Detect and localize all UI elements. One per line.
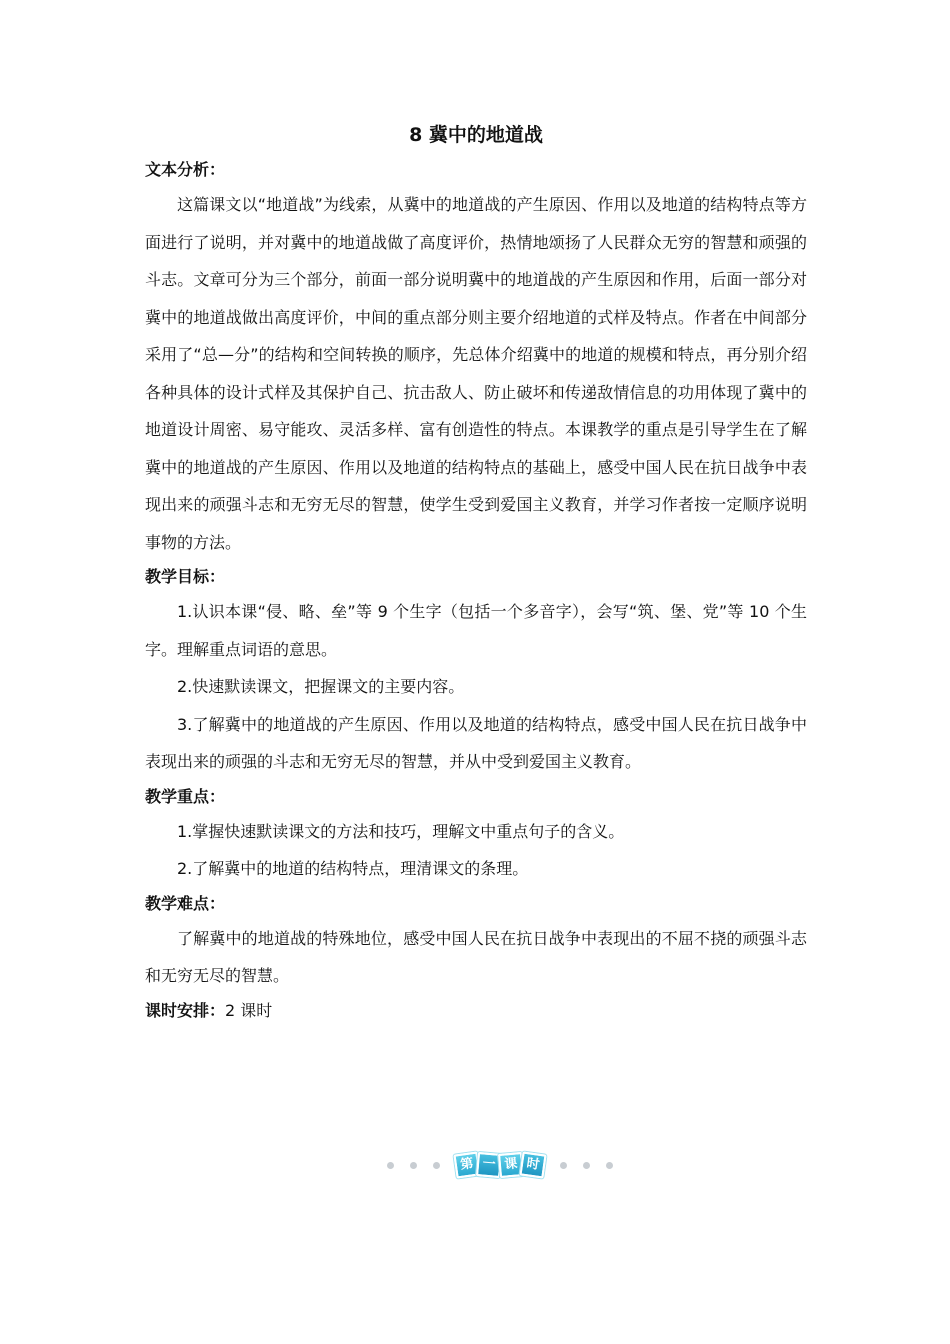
analysis-paragraph: 这篇课文以“地道战”为线索，从冀中的地道战的产生原因、作用以及地道的结构特点等方面进行了说明，并对冀中的地道战做了高度评价，热情地颂扬了人民群众无穷的智慧和顽强的斗志。文章可分为三个部分，前面一部分说明冀中的地道战的产生原因和作用，后面一部分对冀中的地道战做出高度评价，中间的重点部分则主要介绍地道的式样及特点。作者在中间部分采用了“总—分”的结构和空间转换的顺序，先总体介绍冀中的地道的规模和特点，再分别介绍各种具体的设计式样及其保护自己、抗击敌人、防止破坏和传递敌情信息的功用体现了冀中的地道设计周密、易守能攻、灵活多样、富有创造性的特点。本课教学的重点是引导学生在了解冀中的地道战的产生原因、作用以及地道的结构特点的基础上，感受中国人民在抗日战争中表现出来的顽强斗志和无穷无尽的智慧，使学生受到爱国主义教育，并学习作者按一定顺序说明事物的方法。 bbox=[145, 195, 807, 552]
section-key-points bbox=[145, 781, 807, 888]
divider-dot bbox=[606, 1162, 613, 1169]
lesson-badge bbox=[456, 1153, 544, 1177]
section-difficulties bbox=[145, 888, 807, 995]
goals-heading: 教学目标： bbox=[145, 567, 226, 586]
divider-dot bbox=[387, 1162, 394, 1169]
schedule-line bbox=[145, 995, 807, 1027]
document-page bbox=[145, 118, 807, 1027]
goal-item: 2.快速默读课文，把握课文的主要内容。 bbox=[177, 677, 465, 696]
key-point-item: 1.掌握快速默读课文的方法和技巧，理解文中重点句子的含义。 bbox=[177, 821, 625, 841]
goal-item: 3.了解冀中的地道战的产生原因、作用以及地道的结构特点，感受中国人民在抗日战争中表现出来的顽强的斗志和无穷无尽的智慧，并从中受到爱国主义教育。 bbox=[145, 714, 807, 771]
lesson-badge-char: 时 bbox=[519, 1151, 546, 1178]
section-goals bbox=[145, 561, 807, 781]
lesson-badge-char: 一 bbox=[476, 1152, 502, 1178]
divider-dot bbox=[433, 1162, 440, 1169]
section-analysis bbox=[145, 154, 807, 561]
lesson-badge-char: 第 bbox=[453, 1151, 480, 1178]
page-title: 8 冀中的地道战 bbox=[409, 124, 543, 146]
schedule-value: 2 课时 bbox=[225, 1000, 273, 1020]
lesson-divider bbox=[370, 1150, 630, 1180]
difficulties-paragraph: 了解冀中的地道战的特殊地位，感受中国人民在抗日战争中表现出的不屈不挠的顽强斗志和无穷无尽的智慧。 bbox=[145, 928, 807, 985]
lesson-badge-char: 课 bbox=[498, 1152, 524, 1178]
divider-dot bbox=[410, 1162, 417, 1169]
divider-dot bbox=[560, 1162, 567, 1169]
key-points-heading: 教学重点： bbox=[145, 786, 226, 806]
analysis-heading: 文本分析： bbox=[145, 160, 226, 179]
divider-dot bbox=[583, 1162, 590, 1169]
goal-item: 1.认识本课“侵、略、垒”等 9 个生字（包括一个多音字），会写“筑、堡、党”等 10 个生字。理解重点词语的意思。 bbox=[145, 602, 807, 659]
difficulties-heading: 教学难点： bbox=[145, 893, 226, 913]
schedule-heading: 课时安排： bbox=[145, 1000, 226, 1020]
section-schedule bbox=[145, 995, 807, 1027]
key-point-item: 2.了解冀中的地道的结构特点，理清课文的条理。 bbox=[177, 859, 529, 878]
